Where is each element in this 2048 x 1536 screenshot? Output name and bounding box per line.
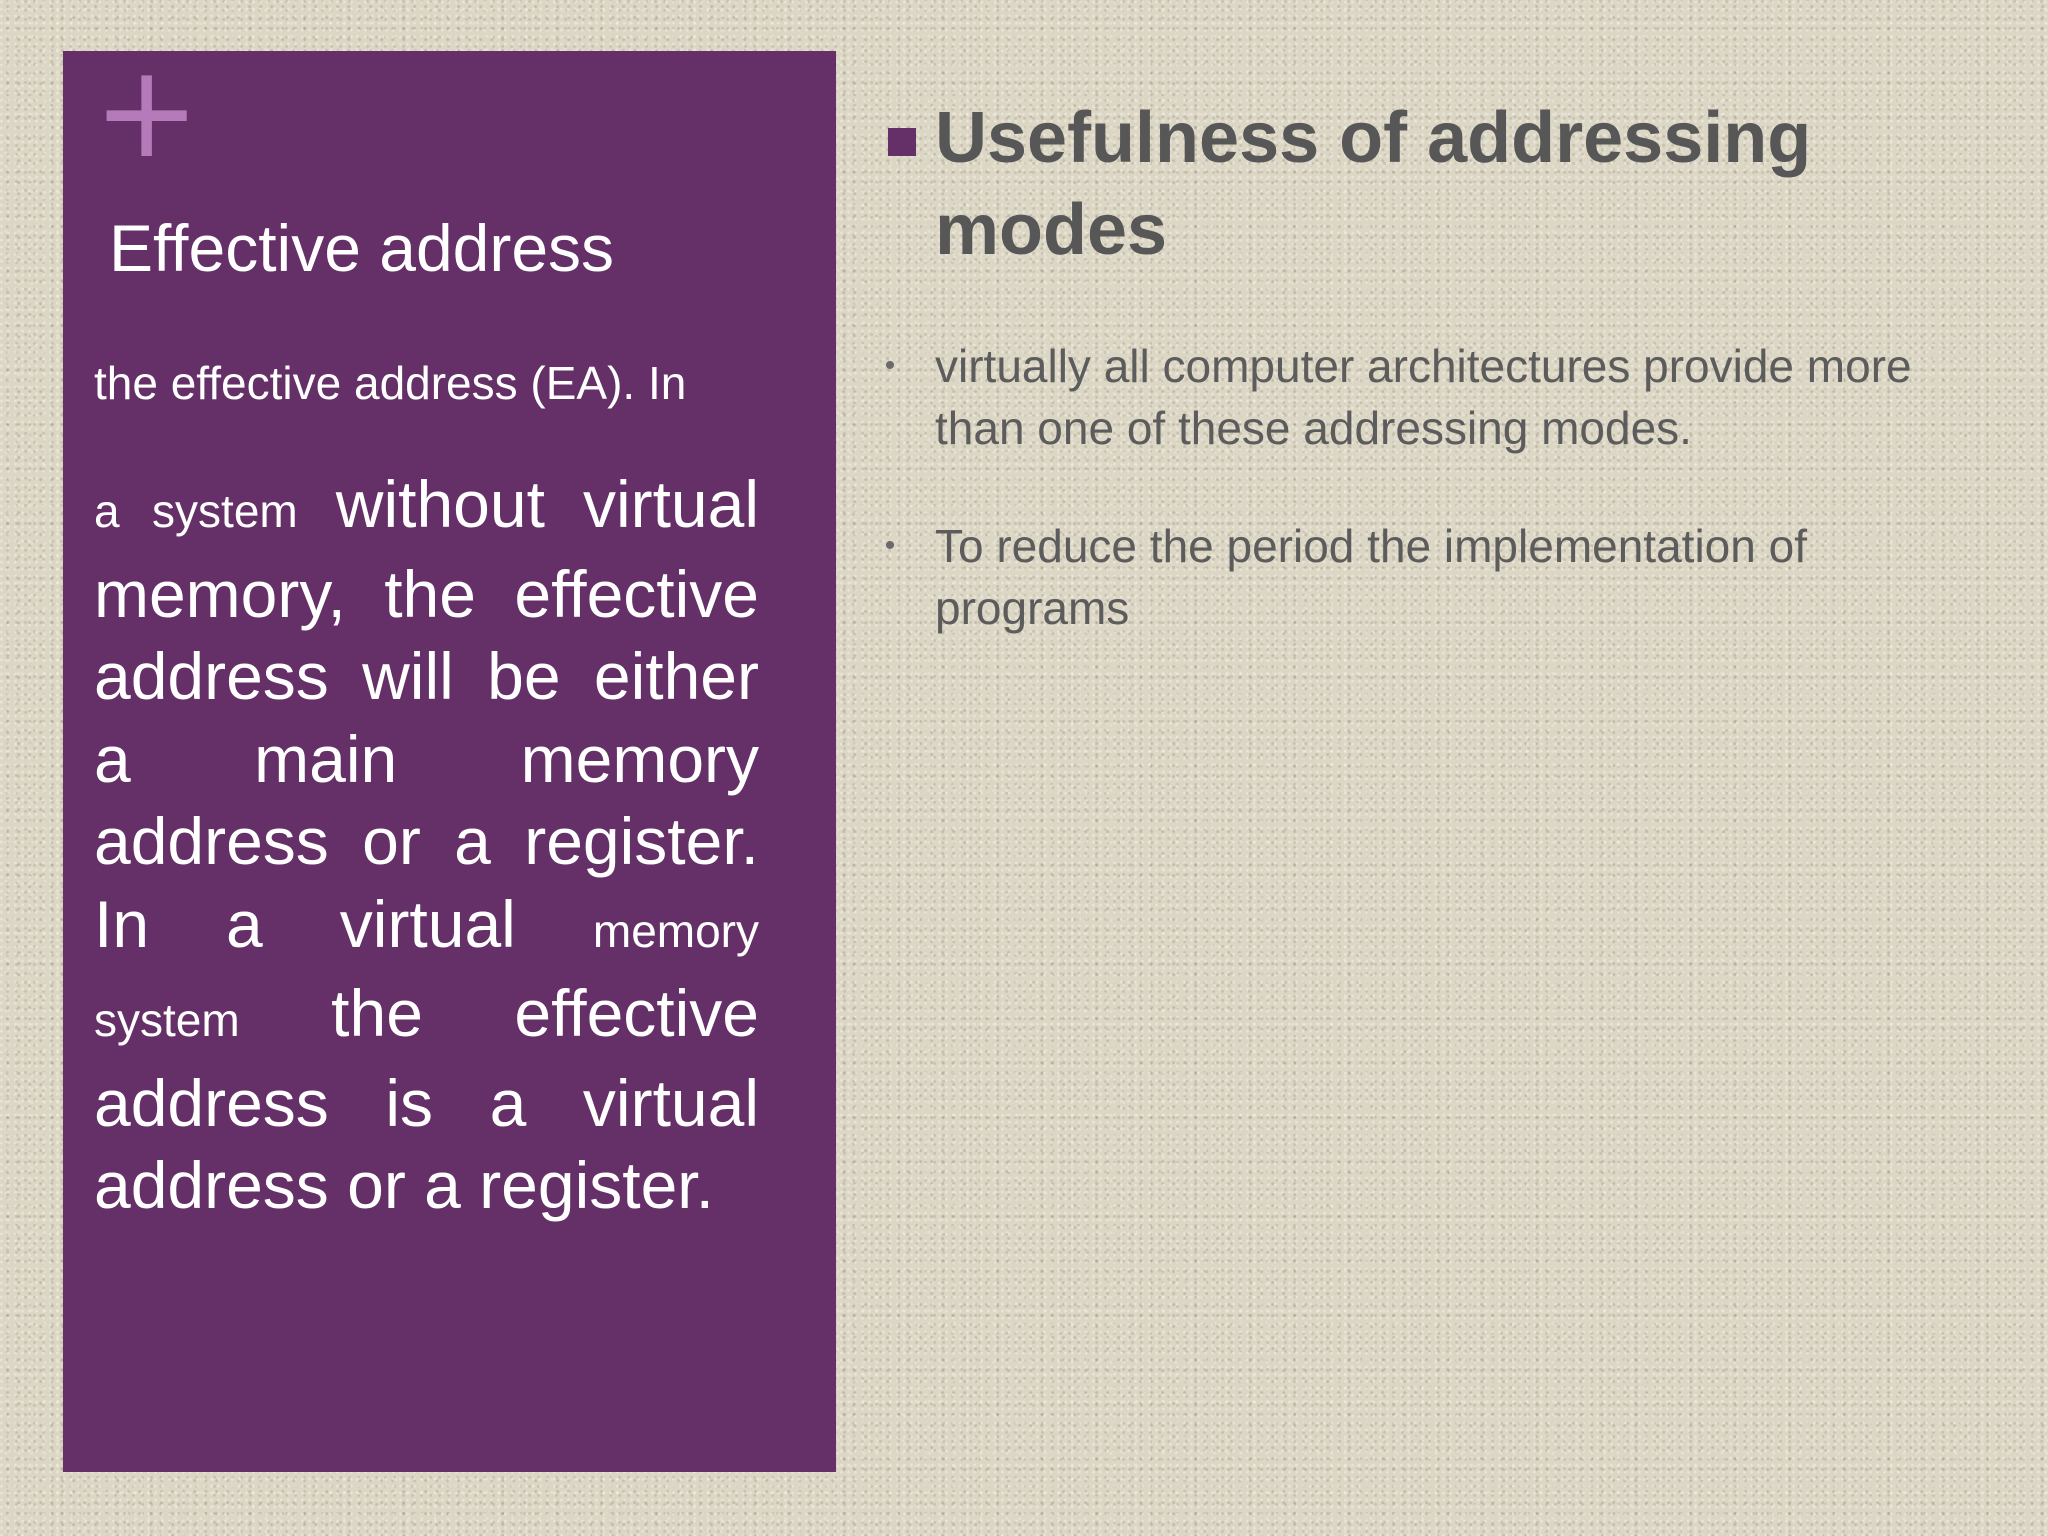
bullet-list — [880, 335, 2010, 695]
body-line: a main memory — [94, 721, 759, 796]
body-line: address will be either — [94, 639, 759, 713]
body-line: system the effective — [94, 976, 759, 1050]
bullet-dot-icon: • — [884, 349, 896, 382]
body-line: address or a register. — [94, 804, 759, 878]
list-item — [880, 335, 2010, 459]
panel-body-text — [94, 353, 759, 1227]
square-bullet-icon — [888, 128, 916, 156]
body-line: memory, the effective — [94, 556, 759, 631]
bullet-dot-icon: • — [884, 529, 896, 562]
body-line: address is a virtual — [94, 1065, 759, 1140]
plus-icon: + — [93, 38, 201, 187]
body-line: the effective address (EA). In — [94, 357, 687, 409]
body-line: a system without virtual — [94, 467, 760, 541]
list-item — [880, 515, 2010, 639]
body-line: In a virtual memory — [94, 886, 759, 961]
list-item-text: virtually all computer architectures provide more than one of these addressing modes. — [935, 340, 1912, 454]
list-item-text: To reduce the period the implementation of programs — [935, 520, 1807, 634]
body-line: address or a register. — [94, 1148, 714, 1222]
slide-title-text: Usefulness of addressing modes — [935, 98, 1812, 270]
panel-title: Effective address — [109, 211, 615, 285]
effective-address-panel — [63, 38, 836, 1472]
slide-title — [888, 92, 1988, 276]
